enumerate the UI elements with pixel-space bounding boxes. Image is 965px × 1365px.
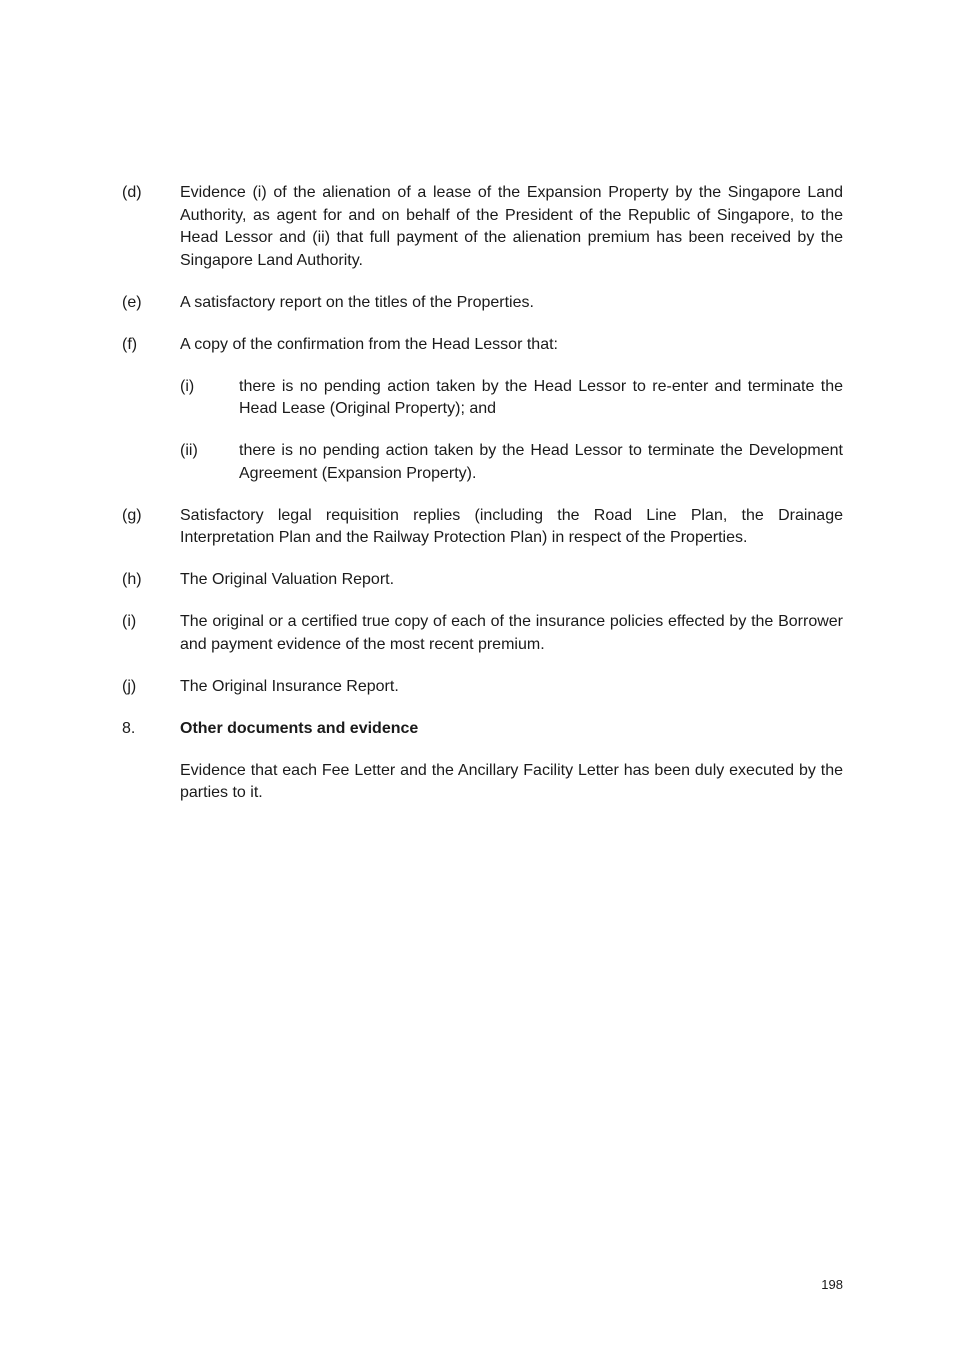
subclause-f-i (180, 376, 843, 421)
section-paragraph: Evidence that each Fee Letter and the Ancillary Facility Letter has been duly executed by the parties to it. (180, 761, 843, 801)
clause-i (122, 611, 843, 656)
clause-label: (f) (122, 335, 138, 353)
clause-label: (g) (122, 506, 142, 524)
clause-text: Evidence (i) of the alienation of a lease of the Expansion Property by the Singapore Land Authority, as agent for and on behalf of the President of the Republic of Singapore, to the Head Lessor and (ii) that full payment of the alienation premium has been received by the Singapore Land Authority. (180, 184, 843, 269)
clause-label: (i) (122, 613, 137, 630)
clause-text: The original or a certified true copy of each of the insurance policies effected by the Borrower and payment evidence of the most recent premium. (180, 613, 843, 653)
page-number: 198 (821, 1277, 843, 1292)
clause-g (122, 505, 843, 550)
clause-text: A copy of the confirmation from the Head Lessor that: (180, 335, 558, 353)
subclause-label: (i) (180, 377, 195, 395)
subclause-label: (ii) (180, 442, 198, 459)
clause-text: The Original Valuation Report. (180, 571, 395, 588)
clause-label: (e) (122, 293, 142, 311)
clause-j (122, 676, 843, 699)
clause-label: (d) (122, 184, 142, 201)
subclause-text: there is no pending action taken by the Head Lessor to terminate the Development Agreement (Expansion Property). (239, 442, 843, 482)
clause-f (122, 334, 843, 357)
clause-text: A satisfactory report on the titles of the Properties. (180, 293, 534, 311)
clause-d (122, 182, 843, 272)
clause-text: The Original Insurance Report. (180, 677, 399, 695)
clause-label: (j) (122, 677, 137, 695)
section-heading (122, 718, 843, 741)
document-body (122, 182, 843, 805)
clause-h (122, 569, 843, 592)
subclause-f-ii (180, 440, 843, 485)
section-number: 8. (122, 719, 136, 737)
subclause-text: there is no pending action taken by the Head Lessor to re-enter and terminate the Head Lease (Original Property); and (239, 377, 843, 417)
clause-label: (h) (122, 571, 142, 588)
clause-text: Satisfactory legal requisition replies (including the Road Line Plan, the Drainage Interpretation Plan and the Railway Protection Plan) in respect of the Properties. (180, 506, 843, 546)
section-title: Other documents and evidence (180, 719, 419, 737)
clause-e (122, 292, 843, 315)
